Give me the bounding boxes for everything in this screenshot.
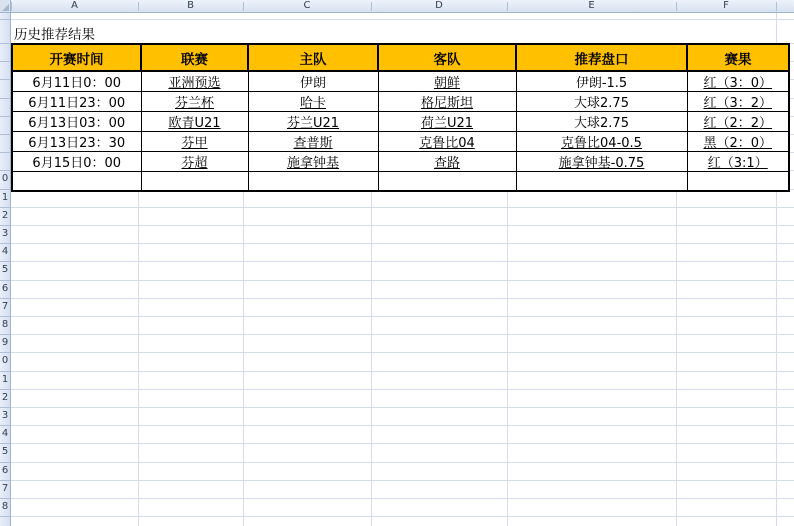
- cell-home-team-r6[interactable]: [248, 172, 378, 191]
- row-separator: [0, 61, 10, 62]
- cell-league-r5[interactable]: 芬超: [141, 152, 248, 172]
- header-home-team[interactable]: 主队: [248, 44, 378, 71]
- row-separator: [0, 134, 10, 135]
- column-header-F[interactable]: F: [723, 0, 729, 11]
- row-separator: [0, 79, 10, 80]
- column-separator: [371, 2, 372, 11]
- table-row: [12, 92, 789, 112]
- cell-recommended-handicap-r6[interactable]: [516, 172, 687, 191]
- cell-away-team-r3[interactable]: 荷兰U21: [378, 112, 516, 132]
- row-number[interactable]: 3: [1, 410, 9, 421]
- cell-home-team-r2[interactable]: 哈卡: [248, 92, 378, 112]
- cell-home-team-r5[interactable]: 施拿钟基: [248, 152, 378, 172]
- cell-recommended-handicap-r3[interactable]: 大球2.75: [516, 112, 687, 132]
- row-separator: [0, 516, 10, 517]
- cell-league-r2[interactable]: 芬兰杯: [141, 92, 248, 112]
- cell-start-time-r5[interactable]: 6月15日0：00: [12, 152, 141, 172]
- table-row: [12, 152, 789, 172]
- cell-away-team-r1[interactable]: 朝鲜: [378, 71, 516, 92]
- select-all-corner[interactable]: [0, 0, 11, 12]
- column-separator: [676, 2, 677, 11]
- cell-away-team-r4[interactable]: 克鲁比04: [378, 132, 516, 152]
- cell-away-team-r6[interactable]: [378, 172, 516, 191]
- row-number[interactable]: 7: [1, 482, 9, 494]
- cell-home-team-r1[interactable]: 伊朗: [248, 71, 378, 92]
- cell-result-r4[interactable]: 黑（2：0）: [687, 132, 789, 152]
- header-recommended-handicap[interactable]: 推荐盘口: [516, 44, 687, 71]
- header-away-team[interactable]: 客队: [378, 44, 516, 71]
- row-number[interactable]: 5: [1, 446, 9, 458]
- column-header-band: [0, 0, 794, 13]
- cell-start-time-r4[interactable]: 6月13日23：30: [12, 132, 141, 152]
- header-league[interactable]: 联赛: [141, 44, 248, 71]
- cell-recommended-handicap-r5[interactable]: 施拿钟基-0.75: [516, 152, 687, 172]
- sheet-title-cell[interactable]: 历史推荐结果: [14, 27, 95, 43]
- row-number[interactable]: 9: [1, 337, 9, 349]
- column-separator: [138, 2, 139, 11]
- cell-start-time-r3[interactable]: 6月13日03：00: [12, 112, 141, 132]
- cell-recommended-handicap-r2[interactable]: 大球2.75: [516, 92, 687, 112]
- column-separator: [243, 2, 244, 11]
- cell-league-r3[interactable]: 欧青U21: [141, 112, 248, 132]
- row-number[interactable]: 8: [1, 501, 9, 512]
- column-header-A[interactable]: A: [71, 0, 78, 11]
- row-header-strip[interactable]: [0, 13, 11, 526]
- row-number[interactable]: 7: [1, 300, 9, 312]
- cell-result-r5[interactable]: 红（3:1）: [687, 152, 789, 172]
- row-number[interactable]: 5: [1, 264, 9, 276]
- row-number[interactable]: 4: [1, 246, 9, 258]
- cell-home-team-r4[interactable]: 查普斯: [248, 132, 378, 152]
- cell-recommended-handicap-r1[interactable]: 伊朗-1.5: [516, 71, 687, 92]
- row-number[interactable]: 0: [1, 355, 9, 367]
- column-header-D[interactable]: D: [435, 0, 443, 11]
- column-separator: [507, 2, 508, 11]
- table-row: [12, 112, 789, 132]
- cell-result-r3[interactable]: 红（2：2）: [687, 112, 789, 132]
- cell-away-team-r2[interactable]: 格尼斯坦: [378, 92, 516, 112]
- cell-home-team-r3[interactable]: 芬兰U21: [248, 112, 378, 132]
- cell-start-time-r2[interactable]: 6月11日23：00: [12, 92, 141, 112]
- column-separator: [11, 2, 12, 11]
- row-number[interactable]: 4: [1, 428, 9, 440]
- cell-result-r1[interactable]: 红（3：0）: [687, 71, 789, 92]
- recommendation-table: [11, 43, 790, 192]
- row-number[interactable]: 2: [1, 209, 9, 221]
- row-number[interactable]: 0: [1, 173, 9, 185]
- cell-league-r6[interactable]: [141, 172, 248, 191]
- column-separator: [776, 2, 777, 11]
- row-separator: [0, 19, 10, 20]
- row-number[interactable]: 3: [1, 228, 9, 239]
- row-separator: [0, 98, 10, 99]
- cell-start-time-r6[interactable]: [12, 172, 141, 191]
- cell-league-r1[interactable]: 亚洲预选: [141, 71, 248, 92]
- row-separator: [0, 43, 10, 44]
- header-start-time[interactable]: 开赛时间: [12, 44, 141, 71]
- column-header-E[interactable]: E: [588, 0, 595, 11]
- table-header-row: [12, 44, 789, 71]
- column-header-B[interactable]: B: [187, 0, 194, 11]
- table-row: [12, 71, 789, 92]
- cell-result-r2[interactable]: 红（3：2）: [687, 92, 789, 112]
- gridline-horizontal: [11, 19, 794, 20]
- table-row: [12, 172, 789, 191]
- table-row: [12, 132, 789, 152]
- cell-result-r6[interactable]: [687, 172, 789, 191]
- row-separator: [0, 116, 10, 117]
- column-header-C[interactable]: C: [303, 0, 311, 11]
- header-result[interactable]: 赛果: [687, 44, 789, 71]
- cell-start-time-r1[interactable]: 6月11日0：00: [12, 71, 141, 92]
- cell-recommended-handicap-r4[interactable]: 克鲁比04-0.5: [516, 132, 687, 152]
- cell-league-r4[interactable]: 芬甲: [141, 132, 248, 152]
- cell-away-team-r5[interactable]: 查路: [378, 152, 516, 172]
- row-number[interactable]: 1: [1, 191, 9, 203]
- row-number[interactable]: 6: [1, 464, 9, 476]
- row-number[interactable]: 8: [1, 319, 9, 330]
- row-separator: [0, 152, 10, 153]
- row-number[interactable]: 1: [1, 373, 9, 385]
- row-number[interactable]: 2: [1, 391, 9, 403]
- row-number[interactable]: 6: [1, 282, 9, 294]
